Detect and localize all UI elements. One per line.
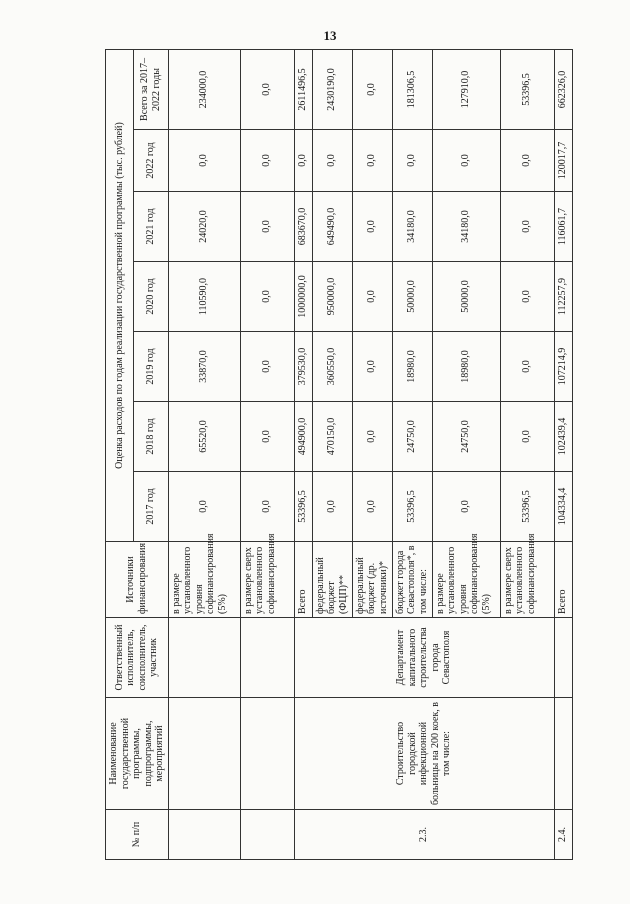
header-year: 2022 год — [133, 130, 168, 192]
value-cell: 234000,0 — [168, 49, 240, 129]
value-cell: 24750,0 — [392, 402, 432, 472]
header-name: Наименование государственной программы, подпрограммы, мероприятий — [106, 698, 169, 810]
value-cell: 104334,4 — [554, 472, 572, 542]
value-cell: 0,0 — [500, 262, 554, 332]
value-cell: 0,0 — [500, 332, 554, 402]
value-cell: 0,0 — [352, 130, 392, 192]
source-cell: в размере установленного уровня софинансирования (5%) — [168, 542, 240, 618]
table-row — [554, 49, 572, 859]
item-number: 2.3. — [294, 810, 554, 860]
value-cell: 0,0 — [352, 192, 392, 262]
value-cell: 683670,0 — [294, 192, 312, 262]
value-cell: 0,0 — [500, 192, 554, 262]
value-cell: 65520,0 — [168, 402, 240, 472]
header-executor: Ответственный исполнитель, соисполнитель, участник — [106, 618, 169, 698]
value-cell: 2611496,5 — [294, 49, 312, 129]
value-cell: 0,0 — [240, 192, 294, 262]
value-cell: 53396,5 — [392, 472, 432, 542]
value-cell: 0,0 — [352, 332, 392, 402]
item-name: Строительство городской инфекционной больницы на 200 коек, в том числе: — [294, 698, 554, 810]
value-cell: 0,0 — [312, 472, 352, 542]
value-cell: 649490,0 — [312, 192, 352, 262]
value-cell: 0,0 — [168, 472, 240, 542]
value-cell: 34180,0 — [432, 192, 500, 262]
value-cell: 0,0 — [240, 332, 294, 402]
source-cell: Всего — [554, 542, 572, 618]
value-cell: 0,0 — [240, 472, 294, 542]
table-row — [168, 49, 240, 859]
value-cell: 950000,0 — [312, 262, 352, 332]
value-cell: 0,0 — [352, 402, 392, 472]
value-cell: 0,0 — [392, 130, 432, 192]
budget-table — [105, 49, 573, 860]
value-cell: 2430190,0 — [312, 49, 352, 129]
header-year: 2020 год — [133, 262, 168, 332]
header-num: № п/п — [106, 810, 169, 860]
value-cell: 662326,0 — [554, 49, 572, 129]
value-cell: 24750,0 — [432, 402, 500, 472]
header-year: 2021 год — [133, 192, 168, 262]
header-year-total: Всего за 2017–2022 годы — [133, 49, 168, 129]
value-cell: 50000,0 — [392, 262, 432, 332]
value-cell: 0,0 — [240, 262, 294, 332]
value-cell: 24020,0 — [168, 192, 240, 262]
value-cell: 0,0 — [240, 402, 294, 472]
value-cell: 0,0 — [352, 262, 392, 332]
item-number: 2.4. — [554, 810, 572, 860]
value-cell: 120017,7 — [554, 130, 572, 192]
source-cell: федеральный бюджет (др. источники)* — [352, 542, 392, 618]
value-cell: 0,0 — [294, 130, 312, 192]
source-cell: бюджет города Севастополя*, в том числе: — [392, 542, 432, 618]
value-cell: 181306,5 — [392, 49, 432, 129]
header-year: 2017 год — [133, 472, 168, 542]
value-cell: 110590,0 — [168, 262, 240, 332]
value-cell: 116061,7 — [554, 192, 572, 262]
value-cell: 33870,0 — [168, 332, 240, 402]
value-cell: 50000,0 — [432, 262, 500, 332]
value-cell: 1000000,0 — [294, 262, 312, 332]
value-cell: 0,0 — [500, 402, 554, 472]
page-number: 13 — [323, 28, 337, 43]
source-cell: Всего — [294, 542, 312, 618]
header-source: Источники финансирования — [106, 542, 169, 618]
header-year: 2018 год — [133, 402, 168, 472]
source-cell: в размере сверх установленного софинансирования — [240, 542, 294, 618]
value-cell: 18980,0 — [392, 332, 432, 402]
value-cell: 53396,5 — [294, 472, 312, 542]
value-cell: 112257,9 — [554, 262, 572, 332]
value-cell: 18980,0 — [432, 332, 500, 402]
source-cell: федеральный бюджет (ФЦП)** — [312, 542, 352, 618]
table-row — [240, 49, 294, 859]
table-row — [294, 49, 312, 859]
value-cell: 53396,5 — [500, 472, 554, 542]
header-estimate: Оценка расходов по годам реализации государственной программы (тыс. рублей) — [106, 49, 134, 541]
value-cell: 0,0 — [352, 472, 392, 542]
value-cell: 494900,0 — [294, 402, 312, 472]
value-cell: 379530,0 — [294, 332, 312, 402]
value-cell: 470150,0 — [312, 402, 352, 472]
value-cell: 0,0 — [352, 49, 392, 129]
rotated-table-wrapper — [105, 50, 569, 860]
value-cell: 127910,0 — [432, 49, 500, 129]
value-cell: 107214,9 — [554, 332, 572, 402]
value-cell: 53396,5 — [500, 49, 554, 129]
value-cell: 360550,0 — [312, 332, 352, 402]
value-cell: 0,0 — [432, 472, 500, 542]
value-cell: 0,0 — [240, 130, 294, 192]
source-cell: в размере установленного уровня софинансирования (5%) — [432, 542, 500, 618]
value-cell: 0,0 — [500, 130, 554, 192]
header-year: 2019 год — [133, 332, 168, 402]
value-cell: 102439,4 — [554, 402, 572, 472]
value-cell: 34180,0 — [392, 192, 432, 262]
value-cell: 0,0 — [432, 130, 500, 192]
value-cell: 0,0 — [240, 49, 294, 129]
value-cell: 0,0 — [312, 130, 352, 192]
item-executor: Департамент капитального строительства города Севастополя — [294, 618, 554, 698]
value-cell: 0,0 — [168, 130, 240, 192]
source-cell: в размере сверх установленного софинансирования — [500, 542, 554, 618]
